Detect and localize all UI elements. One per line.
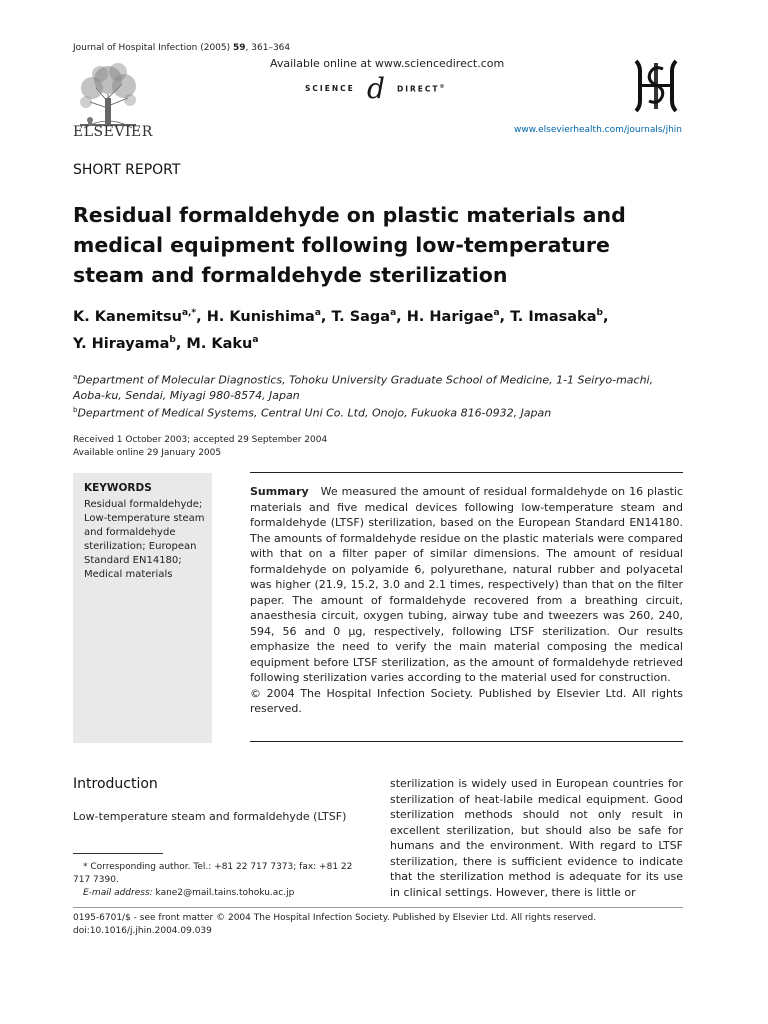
author[interactable]: M. Kaku$^a$ <box>186 334 259 352</box>
corresponding-contact: * Corresponding author. Tel.: +81 22 717 7373; fax: +81 22 717 7390. <box>73 862 353 885</box>
author-list <box>73 302 683 356</box>
article-title: Residual formaldehyde on plastic materials and medical equipment following low-temperature steam and formaldehyde sterilization <box>73 203 626 287</box>
email-label: E-mail address: <box>83 888 153 898</box>
sciencedirect-d-mark-icon: d <box>367 72 385 105</box>
keywords-box <box>73 473 212 743</box>
author[interactable]: H. Harigae$^a$, <box>406 308 511 325</box>
author[interactable]: T. Imasaka$^b$, <box>510 308 609 325</box>
journal-pages: , 361–364 <box>245 43 291 53</box>
sciencedirect-right-word-text: DIRECT <box>397 84 440 94</box>
keywords-text: Residual formaldehyde; Low-temperature steam and formaldehyde sterilization; European Standard EN14180; Medical materials <box>84 499 205 580</box>
affiliation-a: $^a$Department of Molecular Diagnostics, Tohoku University Graduate School of Medicine, 1-1 Seiryo-machi, Aoba-ku, Sendai, Miyagi 980-8574, Japan <box>73 373 654 402</box>
author[interactable]: T. Saga$^a$, <box>331 308 407 325</box>
affiliations <box>73 370 688 420</box>
author[interactable]: H. Kunishima$^a$, <box>206 308 332 325</box>
hospital-infection-society-logo-icon <box>630 57 682 115</box>
sciencedirect-left-word: SCIENCE <box>305 84 355 93</box>
introduction-text: Low-temperature steam and formaldehyde (LTSF) <box>73 810 347 823</box>
right-column-text: sterilization is widely used in European countries for sterilization of heat-labile medical equipment. Good sterilization methods should not only result in excellent sterilization, but should also be safe for humans and the environment. With regard to LTSF sterilization, there is sufficient evidence to indicate that the sterilization method is adequate for its use in clinical settings. However, there is little or <box>390 777 683 899</box>
summary-text: We measured the amount of residual formaldehyde on 16 plastic materials and five medical devices following low-temperature steam and formaldehyde (LTSF) sterilization, based on the European Standard EN14180. The amounts of formaldehyde residue on the plastic materials were compared with that on a filter paper of similar dimensions. The amount of residual formaldehyde on polyamide 6, polyurethane, natural rubber and polyacetal was higher (21.9, 15.2, 3.0 and 2.1 times, respectively) than that on the filter paper. The amount of formaldehyde recovered from a breathing circuit, anaesthesia circuit, oxygen tubing, airway tube and tweezers was 260, 240, 594, 56 and 0 μg, respectively, following LTSF sterilization. Our results emphasize the need to verify the main material composing the medical equipment before LTSF sterilization, as the amount of formaldehyde retrieved following sterilization varies according to the material used for construction. <box>250 485 683 684</box>
summary-label: Summary <box>250 485 309 498</box>
elsevier-wordmark: ELSEVIER <box>73 124 153 140</box>
journal-name: Journal of Hospital Infection (2005) <box>73 43 234 53</box>
email-line <box>73 887 368 900</box>
sciencedirect-right-word <box>397 84 447 94</box>
article-dates <box>73 434 327 460</box>
doi-link[interactable]: doi:10.1016/j.jhin.2004.09.039 <box>73 926 212 936</box>
summary-top-rule <box>250 472 683 473</box>
introduction-heading: Introduction <box>73 776 158 792</box>
keywords-heading: KEYWORDS <box>84 482 152 494</box>
article-type: SHORT REPORT <box>73 162 181 178</box>
author[interactable]: K. Kanemitsu$^{a,*}$, <box>73 308 207 325</box>
available-date: Available online 29 January 2005 <box>73 448 222 458</box>
journal-reference <box>73 43 290 53</box>
sciencedirect-logo <box>305 72 465 106</box>
summary-bottom-rule <box>250 741 683 742</box>
registered-mark: ® <box>439 84 447 90</box>
summary-abstract <box>250 484 683 717</box>
journal-volume: 59 <box>233 43 246 53</box>
footnote-rule <box>73 853 163 854</box>
issn-line: 0195-6701/$ - see front matter © 2004 The Hospital Infection Society. Published by Elsevier Ltd. All rights reserved. <box>73 913 597 923</box>
available-online-text: Available online at www.sciencedirect.com <box>270 57 505 70</box>
email-address[interactable]: kane2@mail.tains.tohoku.ac.jp <box>152 888 295 898</box>
corresponding-author-footnote <box>73 861 368 900</box>
journal-website-link[interactable]: www.elsevierhealth.com/journals/jhin <box>514 125 682 135</box>
author[interactable]: Y. Hirayama$^b$, <box>73 334 187 352</box>
footer-rule <box>73 907 683 908</box>
received-date: Received 1 October 2003; accepted 29 September 2004 <box>73 435 328 445</box>
summary-copyright: © 2004 The Hospital Infection Society. Published by Elsevier Ltd. All rights reserved. <box>250 686 683 715</box>
page-footer <box>73 912 596 938</box>
affiliation-b: $^b$Department of Medical Systems, Central Uni Co. Ltd, Onojo, Fukuoka 816-0932, Japan <box>73 405 552 420</box>
